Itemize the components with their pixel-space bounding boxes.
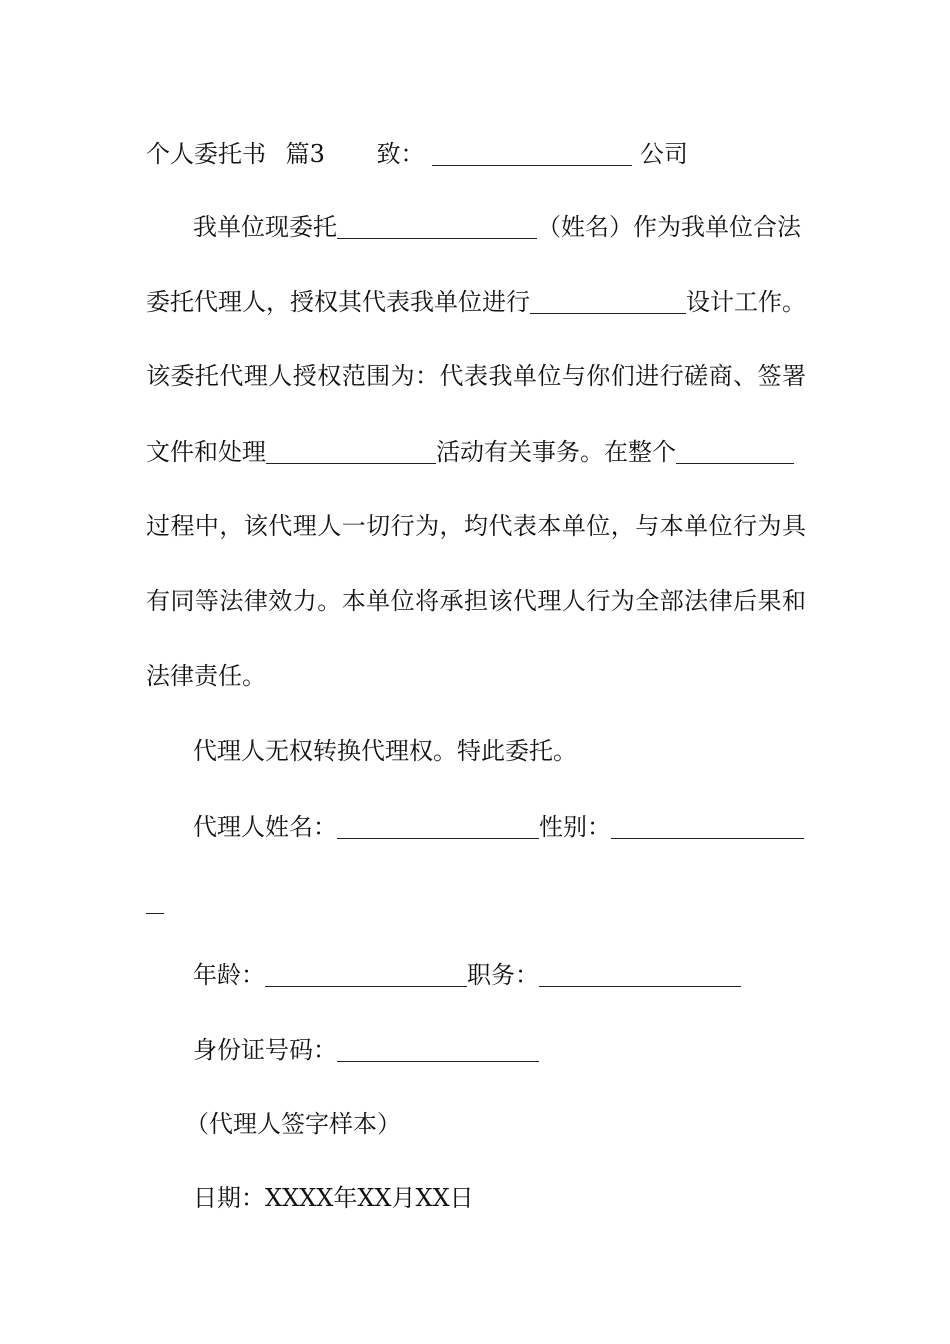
signature-line (185, 1108, 845, 1140)
position-field (539, 962, 741, 987)
age-label: 年龄： (193, 961, 265, 989)
document-title: 个人委托书 (146, 140, 266, 168)
para2-text: 代理人无权转换代理权。特此委托。 (193, 737, 577, 765)
recipient-suffix: 公司 (639, 140, 688, 168)
company-blank (432, 141, 632, 166)
project-blank (530, 289, 686, 314)
agent-name-label: 代理人姓名： (193, 813, 337, 841)
date-label: 日期： (193, 1184, 265, 1212)
para1-text: 文件和处理 (146, 438, 266, 466)
position-label: 职务： (467, 961, 539, 989)
gender-field-overflow (146, 889, 164, 914)
para1-text: 过程中，该代理人一切行为，均代表本单位，与本单位行为具 (146, 512, 806, 540)
para1-text: （姓名）作为我单位合法 (537, 213, 801, 241)
para1-text: 委托代理人，授权其代表我单位进行 (146, 288, 530, 316)
id-label: 身份证号码： (193, 1036, 337, 1064)
gender-field (611, 814, 804, 839)
para1-line3 (146, 360, 806, 392)
para2-line (193, 735, 853, 767)
activity-blank (266, 439, 436, 464)
agent-name-field (337, 814, 539, 839)
para1-line7 (146, 660, 806, 692)
id-line (193, 1033, 853, 1066)
para1-text: 设计工作。 (686, 288, 806, 316)
signature-sample: （代理人签字样本） (185, 1110, 401, 1138)
wrapped-blank-line (146, 885, 806, 918)
process-blank (676, 439, 794, 464)
agent-info-line (193, 810, 806, 843)
document-part: 篇3 (285, 140, 325, 168)
para1-text: 有同等法律效力。本单位将承担该代理人行为全部法律后果和 (146, 587, 806, 615)
para1-line4 (146, 435, 806, 468)
age-position-line (193, 958, 806, 991)
para1-text: 该委托代理人授权范围为：代表我单位与你们进行磋商、签署 (146, 362, 806, 390)
para1-line2 (146, 285, 806, 318)
title-line (146, 137, 806, 170)
para1-line1 (193, 210, 806, 243)
para1-text: 法律责任。 (146, 662, 266, 690)
date-value: XXXX年XX月XX日 (265, 1184, 474, 1212)
para1-line6 (146, 585, 806, 617)
age-field (265, 962, 467, 987)
agent-name-blank (337, 214, 537, 239)
para1-line5 (146, 510, 806, 542)
para1-text: 活动有关事务。在整个 (436, 438, 676, 466)
para1-text: 我单位现委托 (193, 213, 337, 241)
id-field (337, 1037, 539, 1062)
date-line (193, 1182, 853, 1214)
recipient-label: 致： (376, 140, 425, 168)
gender-label: 性别： (539, 813, 611, 841)
